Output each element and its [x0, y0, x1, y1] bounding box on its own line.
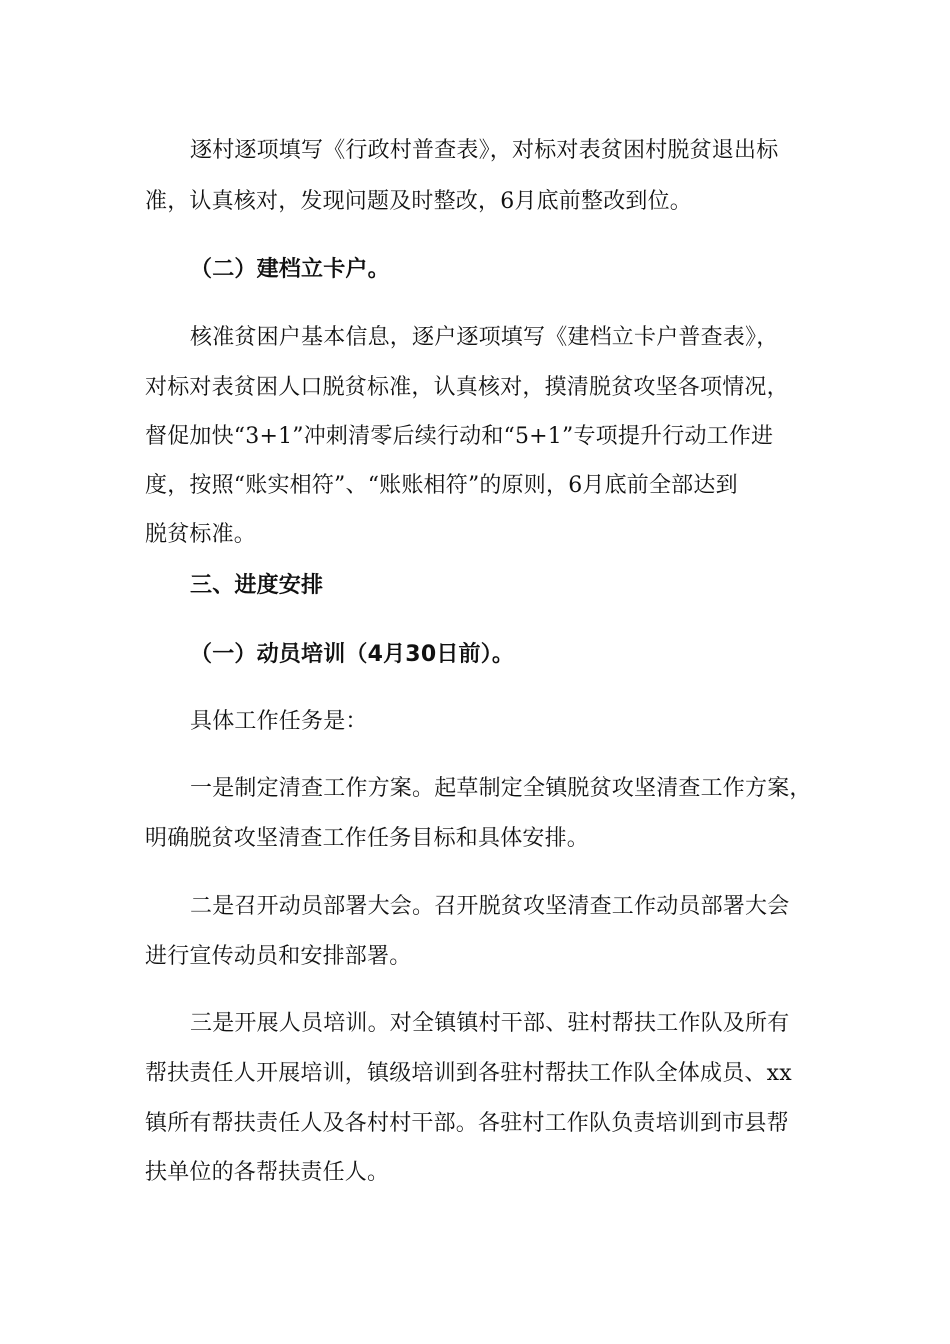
paragraph-line: 明确脱贫攻坚清查工作任务目标和具体安排。 [145, 826, 590, 851]
paragraph-line: 督促加快“3+1”冲刺清零后续行动和“5+1”专项提升行动工作进 [145, 424, 774, 449]
section-heading: 三、进度安排 [190, 573, 324, 598]
paragraph-line: 一是制定清查工作方案。起草制定全镇脱贫攻坚清查工作方案， [190, 776, 812, 801]
paragraph-line: 脱贫标准。 [145, 522, 257, 547]
paragraph-line: 进行宣传动员和安排部署。 [145, 944, 412, 969]
paragraph-line: 帮扶责任人开展培训，镇级培训到各驻村帮扶工作队全体成员、xx [145, 1061, 792, 1086]
subheading-training: （一）动员培训（4月30日前）。 [190, 642, 515, 667]
paragraph-line: 逐村逐项填写《行政村普查表》，对标对表贫困村脱贫退出标 [190, 138, 779, 163]
paragraph-line: 二是召开动员部署大会。召开脱贫攻坚清查工作动员部署大会 [190, 894, 790, 919]
paragraph-line: 扶单位的各帮扶责任人。 [145, 1160, 390, 1185]
subheading-jiandang: （二）建档立卡户。 [190, 257, 390, 282]
paragraph-line: 具体工作任务是： [190, 709, 368, 734]
paragraph-line: 核准贫困户基本信息，逐户逐项填写《建档立卡户普查表》， [190, 325, 779, 350]
paragraph-line: 对标对表贫困人口脱贫标准，认真核对，摸清脱贫攻坚各项情况， [145, 375, 789, 400]
paragraph-line: 度，按照“账实相符”、“账账相符”的原则，6月底前全部达到 [145, 473, 738, 498]
paragraph-line: 准，认真核对，发现问题及时整改，6月底前整改到位。 [145, 189, 692, 214]
paragraph-line: 三是开展人员培训。对全镇镇村干部、驻村帮扶工作队及所有 [190, 1011, 790, 1036]
paragraph-line: 镇所有帮扶责任人及各村村干部。各驻村工作队负责培训到市县帮 [145, 1111, 789, 1136]
